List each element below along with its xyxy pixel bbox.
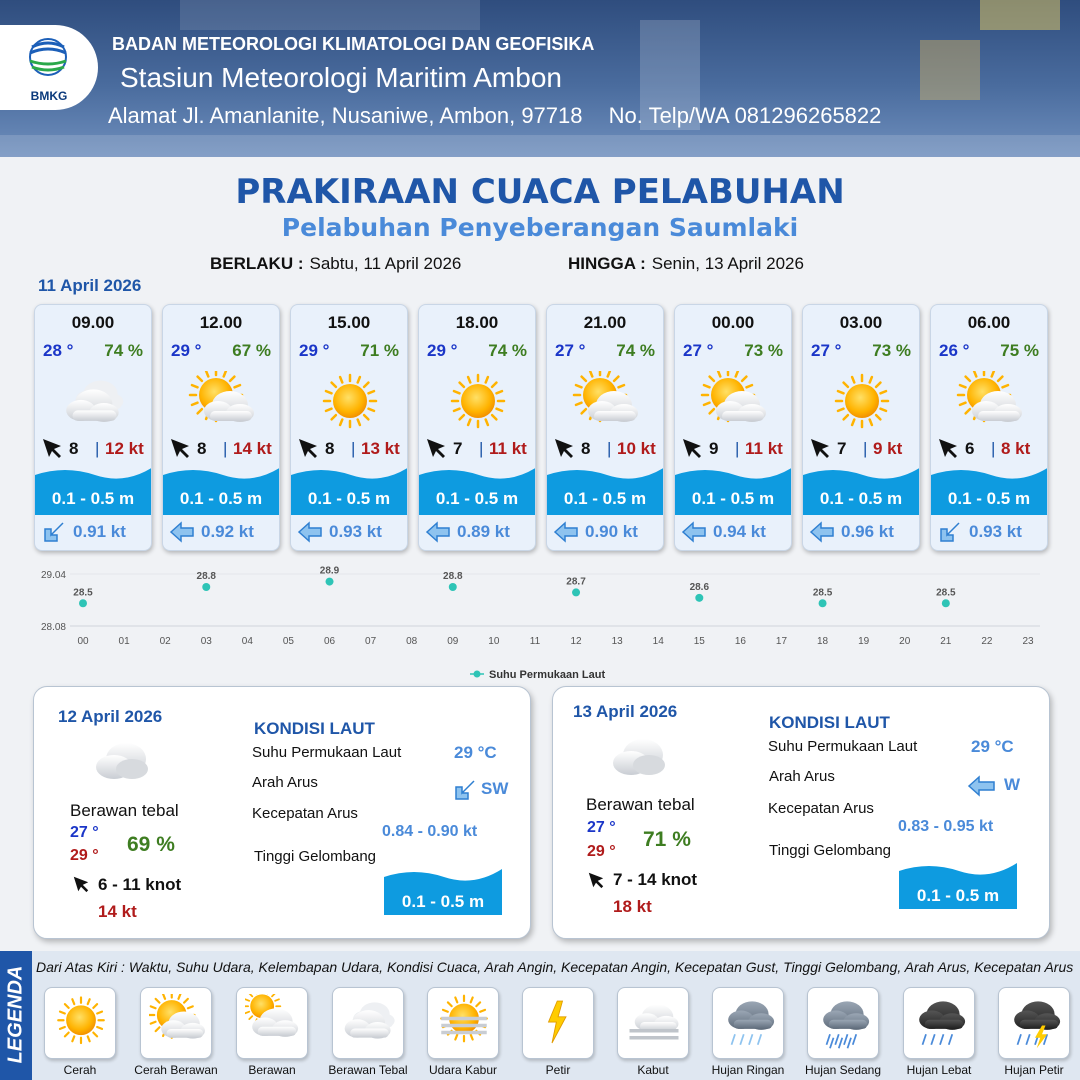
card-time: 21.00	[583, 313, 627, 332]
cerah-berawan-icon	[187, 371, 257, 431]
data-label: 28.7	[566, 576, 586, 588]
current-arrow-icon	[937, 519, 963, 545]
day3-sea-heading: KONDISI LAUT	[769, 713, 890, 732]
hujan-lebat-icon	[912, 994, 968, 1050]
kabut-icon	[626, 994, 682, 1050]
legend-label: Hujan Petir	[1004, 1063, 1064, 1077]
page-title: PRAKIRAAN CUACA PELABUHAN	[235, 172, 845, 212]
data-point	[819, 599, 827, 607]
data-point	[695, 594, 703, 602]
day2-humidity: 69 %	[127, 833, 175, 856]
day2-sst: 29 °C	[454, 743, 497, 762]
legend-icon-box	[522, 987, 594, 1059]
valid-to-label: HINGGA :	[568, 254, 646, 273]
x-tick-label: 14	[652, 636, 664, 647]
day3-condition: Berawan tebal	[586, 795, 695, 814]
day2-sst-label: Suhu Permukaan Laut	[252, 744, 402, 761]
legend-description: Dari Atas Kiri : Waktu, Suhu Udara, Kelembapan Udara, Kondisi Cuaca, Arah Angin, Kecepatan Angin, Kecepatan Gust, Tinggi Gelombang, Arah Arus, Kecepatan Arus	[36, 959, 1074, 975]
data-label: 28.9	[319, 565, 340, 577]
wind-arrow-icon	[681, 437, 703, 459]
cerah-icon	[443, 371, 513, 431]
data-point	[326, 578, 334, 586]
station-name: Stasiun Meteorologi Maritim Ambon	[120, 62, 562, 93]
day2-panel	[33, 686, 531, 939]
card-separator: |	[479, 439, 484, 458]
data-point	[202, 583, 210, 591]
petir-icon	[531, 994, 587, 1050]
data-label: 28.5	[936, 587, 956, 599]
data-label: 28.5	[73, 587, 93, 599]
berawan-tebal-icon	[90, 737, 154, 785]
card-current-speed: 0.93 kt	[329, 522, 382, 541]
card-temp: 27 °	[555, 341, 586, 360]
x-tick-label: 04	[241, 636, 253, 647]
card-wind-speed: 8	[581, 439, 591, 458]
valid-to	[568, 254, 804, 274]
x-tick-label: 12	[570, 636, 582, 647]
card-temp: 29 °	[171, 341, 202, 360]
card-time: 18.00	[455, 313, 499, 332]
day3-speed-label: Kecepatan Arus	[768, 800, 874, 817]
cerah-berawan-icon	[955, 371, 1025, 431]
legend-label: Berawan Tebal	[328, 1063, 408, 1077]
x-tick-label: 01	[118, 636, 130, 647]
card-temp: 29 °	[427, 341, 458, 360]
card-gust: 13 kt	[361, 439, 400, 458]
card-wave-height: 0.1 - 0.5 m	[179, 489, 263, 508]
cerah-berawan-icon	[571, 371, 641, 431]
berawan-tebal-icon	[59, 371, 129, 431]
card-gust: 8 kt	[1001, 439, 1031, 458]
cerah-icon	[827, 371, 897, 431]
card-temp: 29 °	[299, 341, 330, 360]
card-separator: |	[735, 439, 740, 458]
card-temp: 27 °	[811, 341, 842, 360]
card-current-speed: 0.89 kt	[457, 522, 510, 541]
card-current-speed: 0.92 kt	[201, 522, 254, 541]
current-arrow-w-icon	[967, 775, 997, 797]
legend-label: Kabut	[637, 1063, 669, 1077]
legend-side-label	[0, 951, 32, 1080]
card-wave-height: 0.1 - 0.5 m	[563, 489, 647, 508]
x-tick-label: 02	[159, 636, 171, 647]
x-tick-label: 17	[775, 636, 788, 647]
card-wave-height: 0.1 - 0.5 m	[435, 489, 519, 508]
card-current-speed: 0.94 kt	[713, 522, 766, 541]
legend-label: Petir	[545, 1063, 571, 1077]
data-label: 28.8	[443, 571, 463, 582]
card-separator: |	[607, 439, 612, 458]
legend-label: Hujan Sedang	[804, 1063, 882, 1077]
data-label: 28.6	[689, 581, 710, 593]
card-wind-speed: 8	[197, 439, 207, 458]
day3-speed: 0.83 - 0.95 kt	[898, 818, 994, 835]
day3-temp-min: 27 °	[587, 819, 616, 836]
day2-temp-min: 27 °	[70, 824, 99, 841]
legend-icon-box	[617, 987, 689, 1059]
x-tick-label: 23	[1022, 636, 1034, 647]
card-wave-height: 0.1 - 0.5 m	[819, 489, 903, 508]
current-arrow-icon	[553, 519, 579, 545]
berawan-tebal-icon	[607, 733, 671, 781]
current-arrow-icon	[297, 519, 323, 545]
card-temp: 26 °	[939, 341, 970, 360]
day2-speed: 0.84 - 0.90 kt	[382, 823, 478, 840]
day3-dir-label: Arah Arus	[769, 768, 835, 785]
x-tick-label: 11	[529, 636, 541, 647]
contact-line	[108, 103, 901, 129]
address: Alamat Jl. Amanlanite, Nusaniwe, Ambon, 97718	[108, 103, 583, 128]
data-point	[449, 583, 457, 591]
hujan-petir-icon	[1007, 994, 1063, 1050]
legend-swatch	[474, 671, 481, 678]
legend-label: Berawan	[248, 1063, 296, 1077]
current-arrow-sw-icon	[452, 777, 478, 803]
card-humidity: 73 %	[872, 341, 911, 360]
legend-label: Hujan Ringan	[711, 1063, 785, 1077]
x-tick-label: 13	[611, 636, 623, 647]
cerah-berawan-icon	[149, 994, 205, 1050]
card-time: 03.00	[839, 313, 883, 332]
x-tick-label: 20	[899, 636, 911, 647]
day2-wind: 6 - 11 knot	[98, 875, 182, 894]
wind-arrow-icon	[937, 437, 959, 459]
bmkg-logo	[0, 25, 98, 110]
day3-wind: 7 - 14 knot	[613, 870, 698, 889]
day3-dir: W	[1004, 775, 1021, 794]
day3-humidity: 71 %	[643, 828, 691, 851]
card-humidity: 73 %	[744, 341, 783, 360]
legend-icon-box	[236, 987, 308, 1059]
wind-arrow-icon	[41, 437, 63, 459]
legend-label: Cerah	[63, 1063, 97, 1077]
day3-sst-label: Suhu Permukaan Laut	[768, 738, 918, 755]
card-separator: |	[95, 439, 100, 458]
x-tick-label: 16	[734, 636, 746, 647]
x-tick-label: 15	[693, 636, 705, 647]
data-label: 28.8	[196, 571, 216, 582]
card-temp: 27 °	[683, 341, 714, 360]
org-name: BADAN METEOROLOGI KLIMATOLOGI DAN GEOFISIKA	[112, 34, 595, 54]
card-wind-speed: 7	[837, 439, 847, 458]
day3-temp-max: 29 °	[587, 843, 616, 860]
page-subtitle: Pelabuhan Penyeberangan Saumlaki	[281, 213, 799, 242]
current-arrow-icon	[809, 519, 835, 545]
logo-text: BMKG	[30, 89, 68, 103]
wind-arrow-icon	[72, 875, 90, 893]
day3-wave: 0.1 - 0.5 m	[916, 886, 1000, 905]
legend-icon-box	[712, 987, 784, 1059]
card-humidity: 75 %	[1000, 341, 1039, 360]
card-temp: 28 °	[43, 341, 74, 360]
day3-gust: 18 kt	[613, 897, 652, 916]
forecast-card	[290, 304, 408, 551]
forecast-card	[930, 304, 1048, 551]
legend-icon-box	[44, 987, 116, 1059]
x-tick-label: 05	[282, 636, 294, 647]
sst-chart	[0, 556, 1080, 686]
valid-from	[210, 254, 461, 274]
header-banner	[0, 0, 1080, 157]
x-tick-label: 00	[77, 636, 89, 647]
current-arrow-icon	[425, 519, 451, 545]
data-label: 28.5	[812, 587, 833, 599]
day2-sea-heading: KONDISI LAUT	[254, 719, 375, 738]
wind-arrow-icon	[297, 437, 319, 459]
wind-arrow-icon	[169, 437, 191, 459]
x-tick-label: 21	[940, 636, 952, 647]
forecast-card	[418, 304, 536, 551]
day3-date: 13 April 2026	[573, 702, 678, 721]
current-arrow-icon	[681, 519, 707, 545]
card-time: 15.00	[327, 313, 371, 332]
card-gust: 10 kt	[617, 439, 656, 458]
cerah-icon	[53, 994, 109, 1050]
hujan-sedang-icon	[816, 994, 872, 1050]
berawan-icon	[245, 994, 301, 1050]
data-point	[942, 599, 950, 607]
forecast-card	[546, 304, 664, 551]
valid-from-label: BERLAKU :	[210, 254, 304, 273]
legend-title: LEGENDA	[4, 965, 27, 1064]
day3-wave-label: Tinggi Gelombang	[769, 842, 892, 859]
legend-icon-box	[140, 987, 212, 1059]
card-wave-height: 0.1 - 0.5 m	[307, 489, 391, 508]
x-tick-label: 06	[323, 636, 336, 647]
x-tick-label: 08	[406, 636, 418, 647]
x-tick-label: 18	[817, 636, 829, 647]
card-gust: 11 kt	[745, 439, 783, 458]
card-separator: |	[351, 439, 356, 458]
current-arrow-icon	[41, 519, 67, 545]
phone: No. Telp/WA 081296265822	[608, 103, 882, 128]
udara-kabur-icon	[436, 994, 492, 1050]
card-gust: 11 kt	[489, 439, 527, 458]
card-gust: 9 kt	[873, 439, 903, 458]
day2-dir-label: Arah Arus	[252, 774, 318, 791]
card-wind-speed: 9	[709, 439, 719, 458]
card-separator: |	[223, 439, 228, 458]
data-point	[79, 599, 87, 607]
hujan-ringan-icon	[721, 994, 777, 1050]
valid-from-value: Sabtu, 11 April 2026	[309, 254, 462, 273]
chart-legend-label: Suhu Permukaan Laut	[489, 669, 606, 681]
y-tick-label: 29.04	[40, 570, 66, 581]
card-current-speed: 0.91 kt	[73, 522, 126, 541]
card-humidity: 74 %	[488, 341, 527, 360]
day3-panel	[552, 686, 1050, 939]
day2-dir: SW	[481, 779, 509, 798]
card-wind-speed: 7	[453, 439, 463, 458]
legend-label: Hujan Lebat	[906, 1063, 972, 1077]
cerah-berawan-icon	[699, 371, 769, 431]
wind-arrow-icon	[425, 437, 447, 459]
legend-label: Cerah Berawan	[134, 1063, 218, 1077]
card-gust: 12 kt	[105, 439, 144, 458]
x-tick-label: 03	[200, 636, 212, 647]
data-point	[572, 588, 580, 596]
day2-date: 12 April 2026	[58, 707, 163, 726]
card-wave-height: 0.1 - 0.5 m	[691, 489, 775, 508]
legend-icon-box	[427, 987, 499, 1059]
day2-gust: 14 kt	[98, 902, 137, 921]
berawan-tebal-icon	[341, 994, 397, 1050]
x-tick-label: 09	[447, 636, 459, 647]
valid-to-value: Senin, 13 April 2026	[651, 254, 804, 273]
card-humidity: 67 %	[232, 341, 271, 360]
legend-icon-box	[332, 987, 404, 1059]
card-gust: 14 kt	[233, 439, 272, 458]
current-arrow-icon	[169, 519, 195, 545]
x-tick-label: 19	[858, 636, 870, 647]
wind-arrow-icon	[587, 871, 605, 889]
day1-date: 11 April 2026	[38, 276, 142, 295]
day2-wave-label: Tinggi Gelombang	[254, 848, 377, 865]
day2-temp-max: 29 °	[70, 847, 99, 864]
card-wind-speed: 8	[69, 439, 79, 458]
card-humidity: 74 %	[104, 341, 143, 360]
card-time: 12.00	[199, 313, 243, 332]
legend-label: Udara Kabur	[428, 1063, 498, 1077]
forecast-card	[674, 304, 792, 551]
card-current-speed: 0.96 kt	[841, 522, 894, 541]
card-separator: |	[863, 439, 868, 458]
card-wave-height: 0.1 - 0.5 m	[947, 489, 1031, 508]
x-tick-label: 10	[488, 636, 500, 647]
forecast-card	[34, 304, 152, 551]
card-time: 06.00	[967, 313, 1011, 332]
bmkg-logo-icon	[24, 37, 72, 77]
x-tick-label: 07	[365, 636, 377, 647]
forecast-card	[802, 304, 920, 551]
card-wind-speed: 6	[965, 439, 975, 458]
card-humidity: 74 %	[616, 341, 655, 360]
legend-icon-box	[903, 987, 975, 1059]
wind-arrow-icon	[809, 437, 831, 459]
day2-speed-label: Kecepatan Arus	[252, 805, 358, 822]
card-humidity: 71 %	[360, 341, 399, 360]
card-current-speed: 0.93 kt	[969, 522, 1022, 541]
forecast-card	[162, 304, 280, 551]
day3-sst: 29 °C	[971, 737, 1014, 756]
cerah-icon	[315, 371, 385, 431]
card-wave-height: 0.1 - 0.5 m	[51, 489, 135, 508]
y-tick-label: 28.08	[40, 622, 66, 633]
card-current-speed: 0.90 kt	[585, 522, 638, 541]
card-time: 09.00	[71, 313, 115, 332]
day2-wave: 0.1 - 0.5 m	[401, 892, 485, 911]
day2-condition: Berawan tebal	[70, 801, 179, 820]
card-wind-speed: 8	[325, 439, 335, 458]
wind-arrow-icon	[553, 437, 575, 459]
card-separator: |	[991, 439, 996, 458]
card-time: 00.00	[711, 313, 755, 332]
legend-icon-box	[998, 987, 1070, 1059]
legend-icon-box	[807, 987, 879, 1059]
x-tick-label: 22	[981, 636, 993, 647]
